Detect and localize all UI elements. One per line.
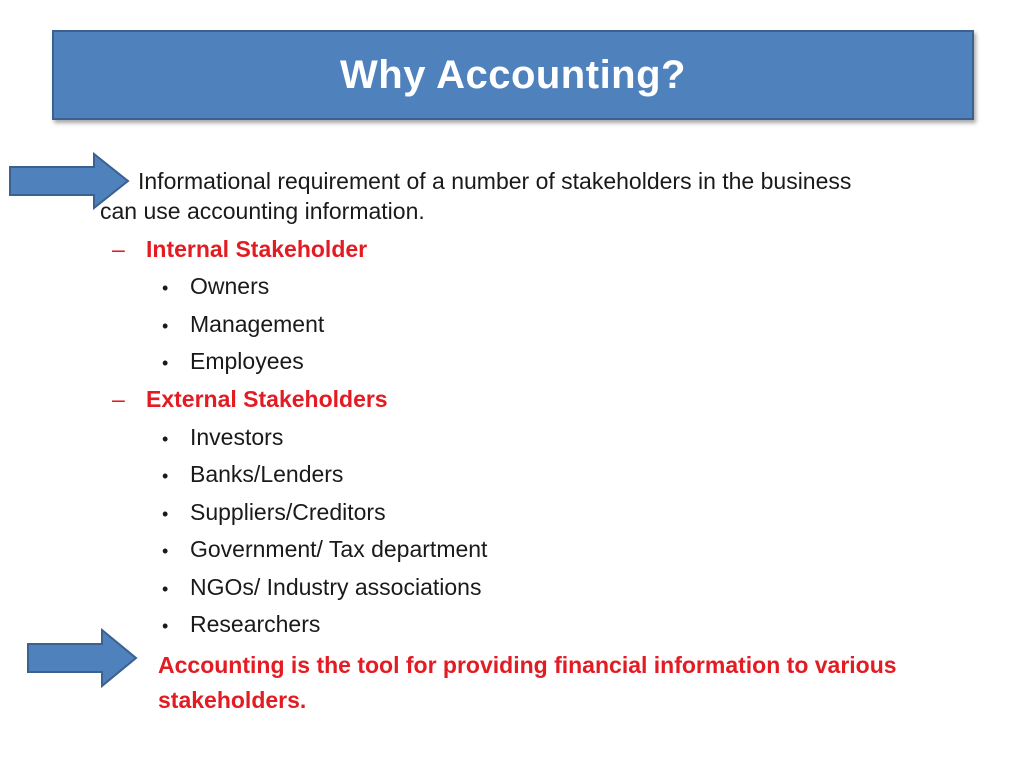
bullet-icon: •: [162, 541, 169, 561]
list-item: [162, 348, 304, 375]
list-item-text: NGOs/ Industry associations: [190, 574, 482, 600]
bullet-icon: •: [162, 278, 169, 298]
title-banner: [52, 30, 974, 120]
internal-stakeholder-heading: [112, 236, 367, 263]
bullet-icon: •: [162, 579, 169, 599]
conclusion-statement: Accounting is the tool for providing financial information to various stakeholders.: [158, 652, 897, 713]
list-item: [162, 273, 269, 300]
bullet-icon: •: [162, 616, 169, 636]
intro-line-1: Informational requirement of a number of stakeholders in the business: [138, 168, 852, 194]
group-heading-text: External Stakeholders: [146, 386, 388, 412]
list-item: [162, 536, 487, 563]
intro-line-2: can use accounting information.: [100, 198, 425, 224]
list-item-text: Owners: [190, 273, 270, 299]
list-item-text: Employees: [190, 348, 304, 374]
list-item-text: Government/ Tax department: [190, 536, 488, 562]
list-item: [162, 461, 343, 488]
list-item-text: Management: [190, 311, 325, 337]
list-item: [162, 424, 283, 451]
external-stakeholders-heading: [112, 386, 388, 413]
bullet-icon: •: [162, 316, 169, 336]
right-arrow-icon: [26, 628, 138, 688]
list-item: [162, 499, 386, 526]
intro-paragraph: [100, 166, 980, 226]
bullet-icon: •: [162, 466, 169, 486]
list-item: [162, 611, 320, 638]
list-item-text: Suppliers/Creditors: [190, 499, 386, 525]
list-item-text: Researchers: [190, 611, 321, 637]
dash-marker: –: [112, 386, 125, 412]
group-heading-text: Internal Stakeholder: [146, 236, 368, 262]
bullet-icon: •: [162, 504, 169, 524]
list-item: [162, 574, 481, 601]
list-item-text: Banks/Lenders: [190, 461, 344, 487]
list-item-text: Investors: [190, 424, 284, 450]
bullet-icon: •: [162, 353, 169, 373]
slide-title: Why Accounting?: [340, 52, 686, 97]
dash-marker: –: [112, 236, 125, 262]
list-item: [162, 311, 324, 338]
bullet-icon: •: [162, 429, 169, 449]
